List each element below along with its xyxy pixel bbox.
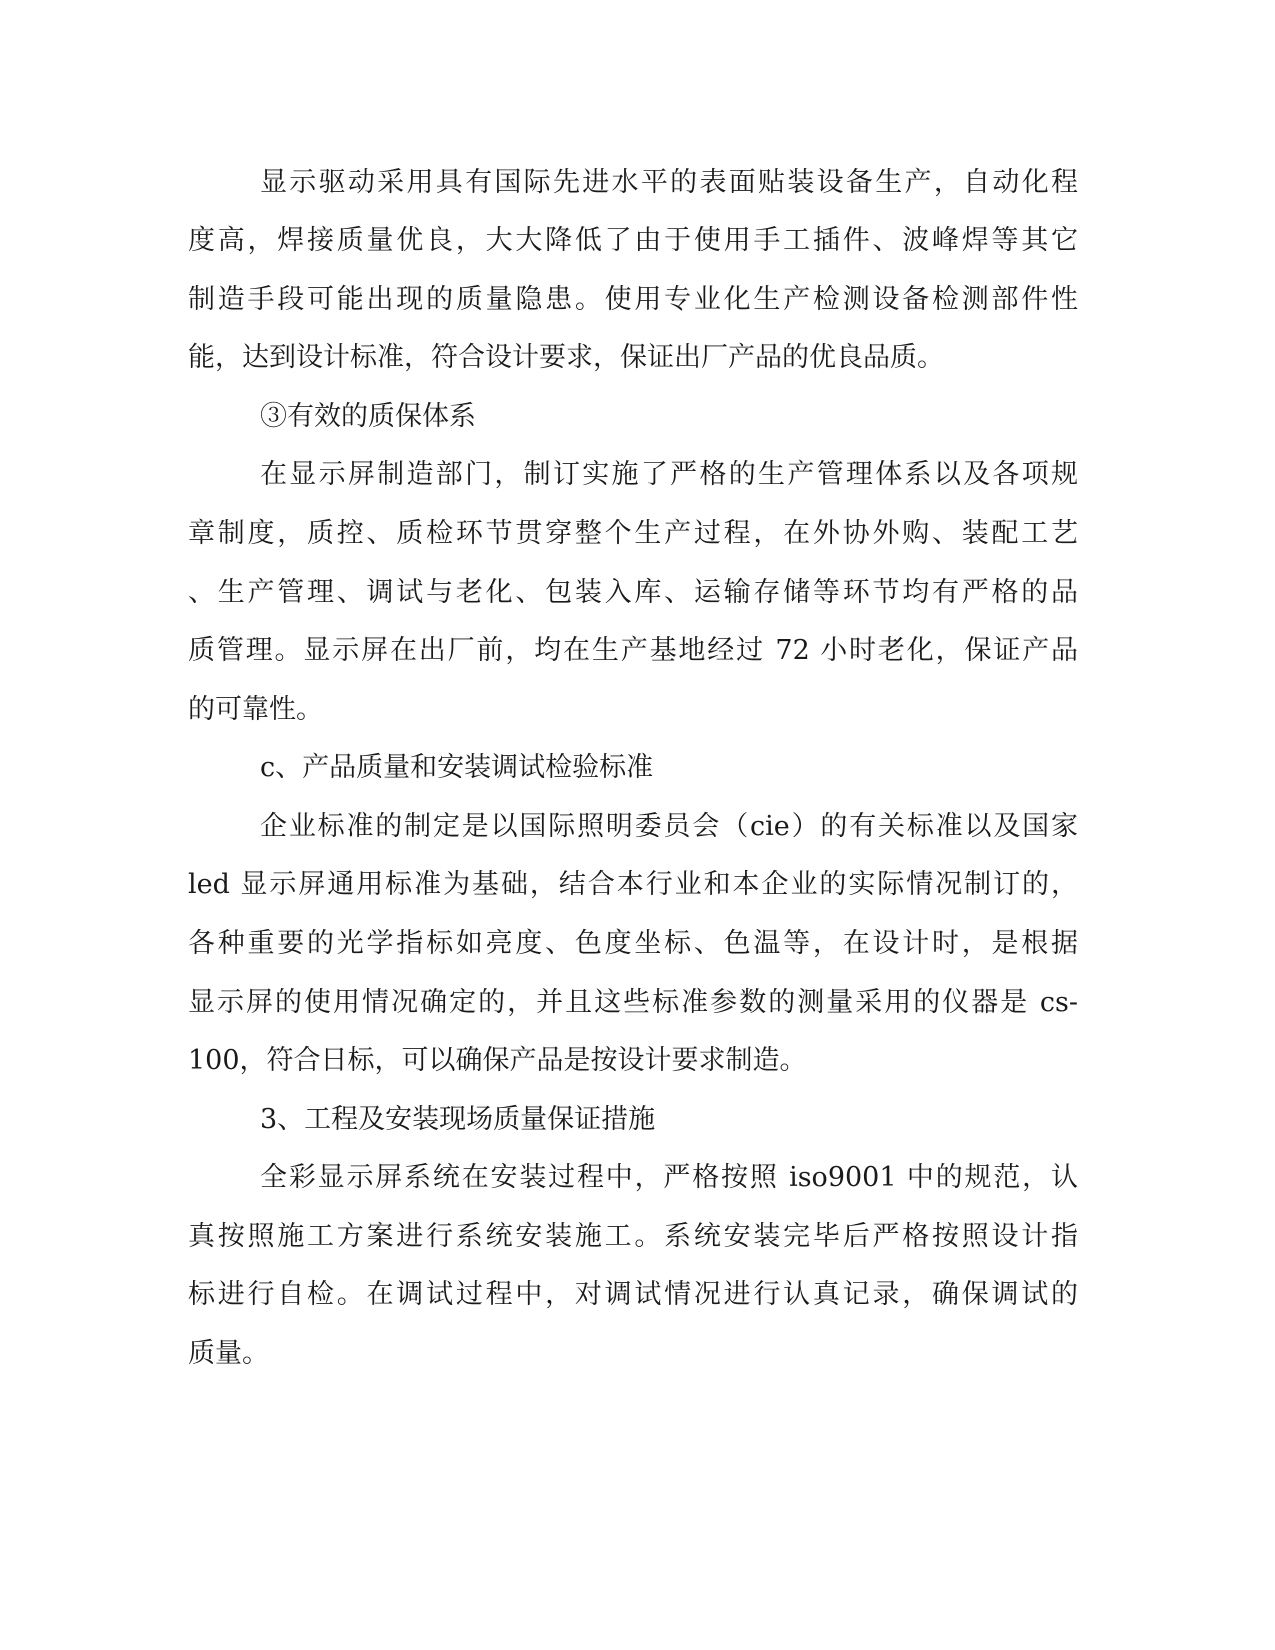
text-line: 、生产管理、调试与老化、包装入库、运输存储等环节均有严格的品 [188, 577, 1078, 608]
text-line: led 显示屏通用标准为基础，结合本行业和本企业的实际情况制订的， [188, 869, 1078, 900]
text-line: 制造手段可能出现的质量隐患。使用专业化生产检测设备检测部件性 [188, 284, 1078, 315]
text-line: 质量。 [188, 1338, 269, 1369]
section-heading: 3、工程及安装现场质量保证措施 [260, 1104, 656, 1135]
text-line: 全彩显示屏系统在安装过程中，严格按照 iso9001 中的规范，认 [260, 1162, 1078, 1193]
text-line: 企业标准的制定是以国际照明委员会（cie）的有关标准以及国家 [260, 811, 1078, 842]
section-heading: ③有效的质保体系 [260, 401, 476, 432]
text-line: 质管理。显示屏在出厂前，均在生产基地经过 72 小时老化，保证产品 [188, 635, 1078, 666]
text-line: 的可靠性。 [188, 694, 323, 725]
text-line: 能，达到设计标准，符合设计要求，保证出厂产品的优良品质。 [188, 342, 944, 373]
text-line: 100，符合日标，可以确保产品是按设计要求制造。 [188, 1045, 807, 1076]
text-line: 度高，焊接质量优良，大大降低了由于使用手工插件、波峰焊等其它 [188, 225, 1078, 256]
text-line: 章制度，质控、质检环节贯穿整个生产过程，在外协外购、装配工艺 [188, 518, 1078, 549]
text-line: 各种重要的光学指标如亮度、色度坐标、色温等，在设计时，是根据 [188, 928, 1078, 959]
text-line: 显示驱动采用具有国际先进水平的表面贴装设备生产，自动化程 [260, 167, 1078, 198]
text-line: 真按照施工方案进行系统安装施工。系统安装完毕后严格按照设计指 [188, 1221, 1078, 1252]
text-line: 在显示屏制造部门，制订实施了严格的生产管理体系以及各项规 [260, 459, 1078, 490]
section-heading: c、产品质量和安装调试检验标准 [260, 752, 654, 783]
text-line: 显示屏的使用情况确定的，并且这些标准参数的测量采用的仪器是 cs- [188, 987, 1078, 1018]
text-line: 标进行自检。在调试过程中，对调试情况进行认真记录，确保调试的 [188, 1279, 1078, 1310]
